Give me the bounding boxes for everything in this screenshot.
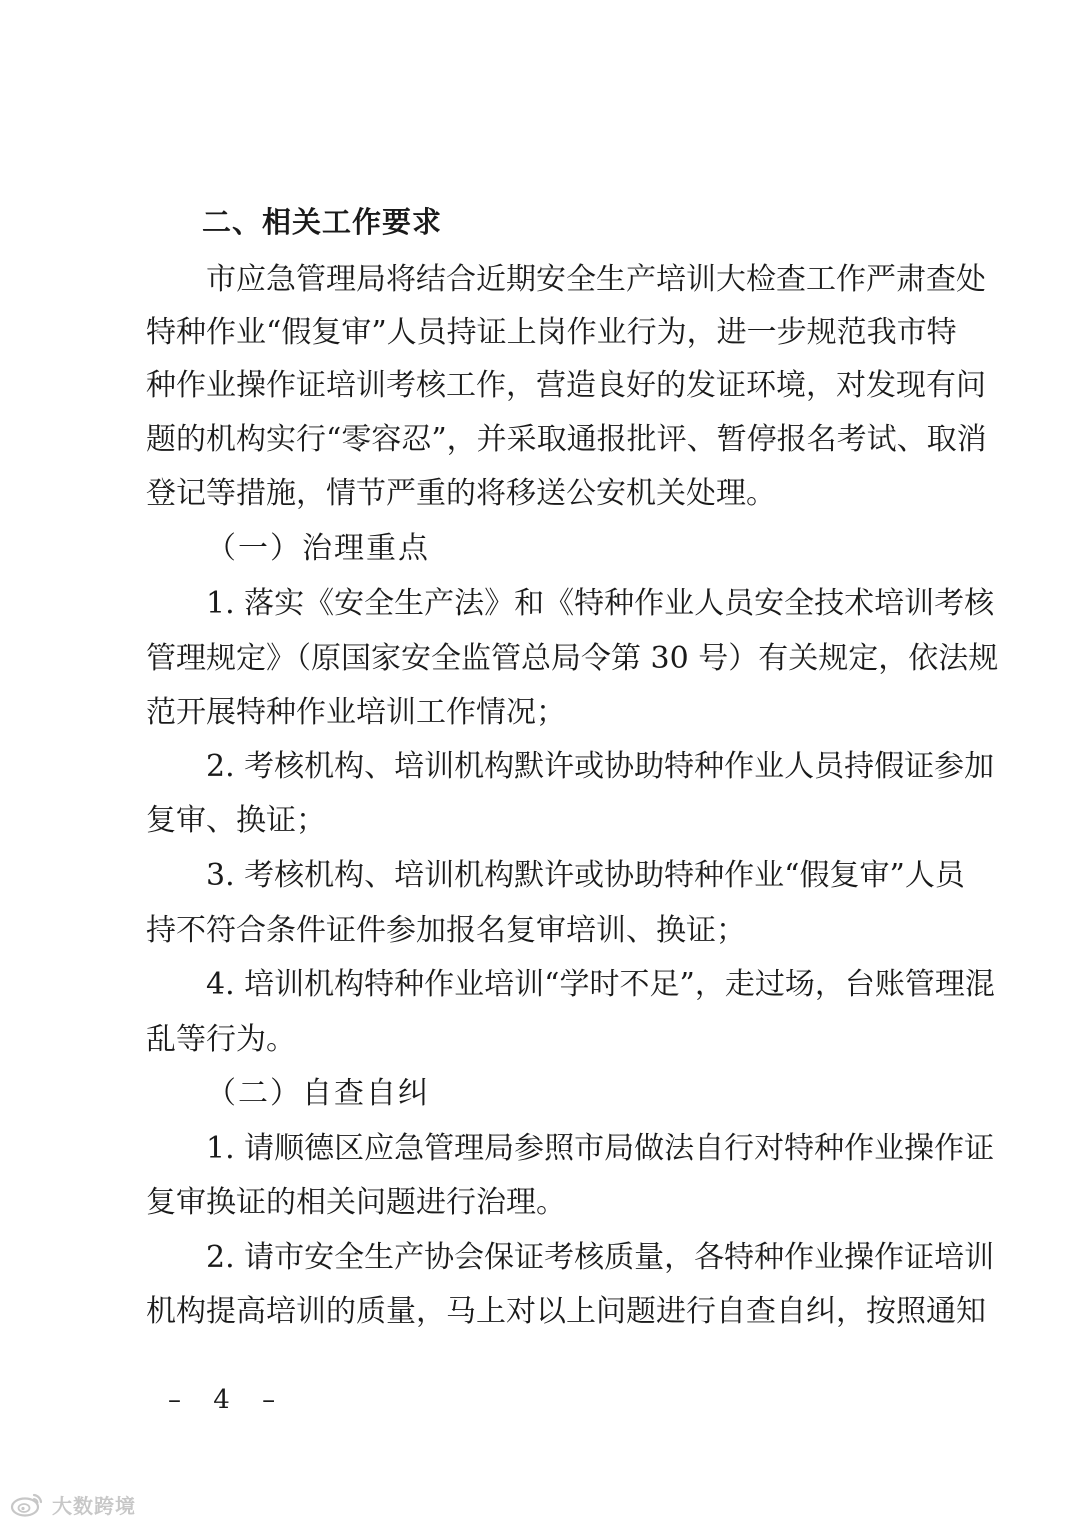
paragraph-line: 种作业操作证培训考核工作，营造良好的发证环境，对发现有问 [146,368,986,403]
paragraph-line: 题的机构实行“零容忍”，并采取通报批评、暂停报名考试、取消 [146,422,987,457]
list-item-line: 2. 考核机构、培训机构默许或协助特种作业人员持假证参加 [206,749,995,784]
list-item-line: 1. 落实《安全生产法》和《特种作业人员安全技术培训考核 [206,586,995,621]
list-item-line: 复审、换证； [146,803,326,838]
list-item-line: 2. 请市安全生产协会保证考核质量，各特种作业操作证培训 [206,1240,995,1275]
list-item-line: 复审换证的相关问题进行治理。 [146,1185,566,1220]
watermark-text: 大数跨境 [52,1493,136,1518]
weibo-logo-icon [10,1491,44,1517]
watermark [10,1490,136,1518]
section-heading: 二、相关工作要求 [202,205,443,239]
list-item-line: 机构提高培训的质量，马上对以上问题进行自查自纠，按照通知 [146,1294,986,1329]
list-item-line: 持不符合条件证件参加报名复审培训、换证； [146,913,746,948]
paragraph-line: 市应急管理局将结合近期安全生产培训大检查工作严肃查处 [206,262,986,297]
subsection-heading: （一）治理重点 [206,531,430,566]
list-item-line: 管理规定》（原国家安全监管总局令第 30 号）有关规定，依法规 [146,641,999,676]
list-item-line: 范开展特种作业培训工作情况； [146,695,566,730]
list-item-line: 乱等行为。 [146,1022,296,1057]
page-number: – 4 – [168,1385,288,1415]
list-item-line: 4. 培训机构特种作业培训“学时不足”，走过场，台账管理混 [206,967,995,1002]
paragraph-line: 特种作业“假复审”人员持证上岗作业行为，进一步规范我市特 [146,315,957,350]
paragraph-line: 登记等措施，情节严重的将移送公安机关处理。 [146,476,776,511]
list-item-line: 3. 考核机构、培训机构默许或协助特种作业“假复审”人员 [206,858,965,893]
subsection-heading: （二）自查自纠 [206,1076,430,1111]
list-item-line: 1. 请顺德区应急管理局参照市局做法自行对特种作业操作证 [206,1131,995,1166]
